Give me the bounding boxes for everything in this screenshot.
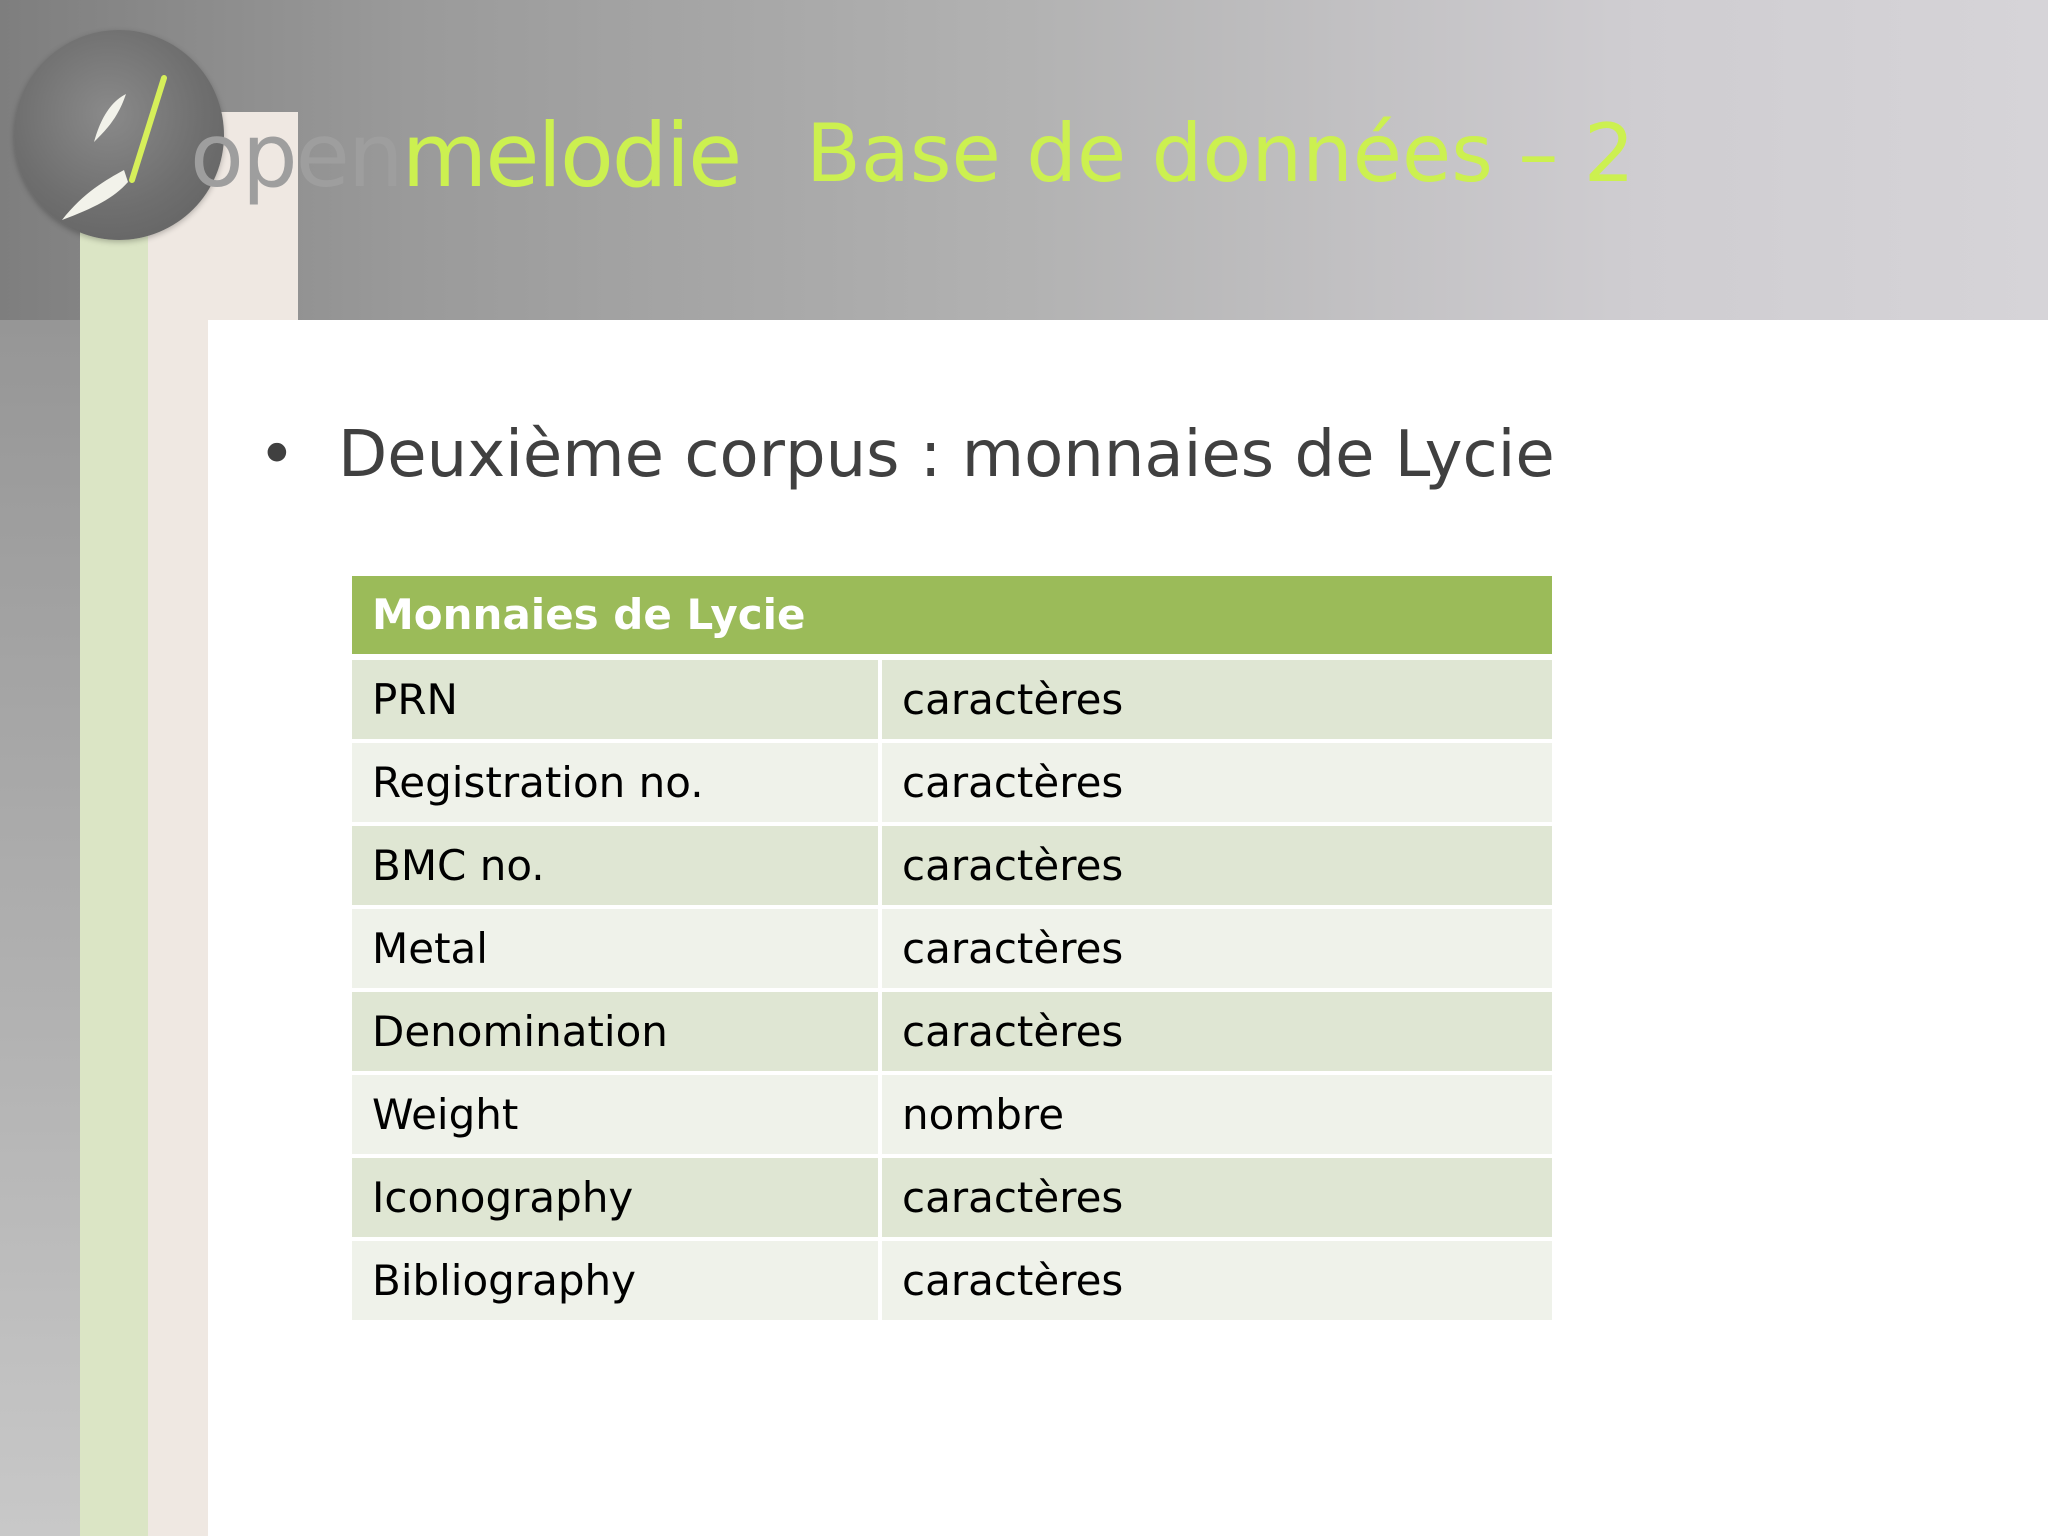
table-cell-field: Denomination [352, 992, 878, 1071]
table-row [352, 992, 1552, 1071]
table-cell-field: Weight [352, 1075, 878, 1154]
table-cell-type: caractères [882, 826, 1552, 905]
table-cell-type: caractères [882, 1158, 1552, 1237]
table-cell-field: BMC no. [352, 826, 878, 905]
table-cell-field: Bibliography [352, 1241, 878, 1320]
table-row [352, 1241, 1552, 1320]
table-row [352, 743, 1552, 822]
bullet-item [258, 420, 1555, 490]
table-cell-field: Metal [352, 909, 878, 988]
table-cell-type: nombre [882, 1075, 1552, 1154]
bullet-symbol: • [258, 418, 296, 492]
table-cell-field: Iconography [352, 1158, 878, 1237]
table-row [352, 1158, 1552, 1237]
table-row [352, 660, 1552, 739]
table-cell-type: caractères [882, 909, 1552, 988]
slide-title: Base de données – 2 [806, 107, 1635, 200]
bullet-text: Deuxième corpus : monnaies de Lycie [338, 418, 1555, 492]
table-cell-type: caractères [882, 992, 1552, 1071]
logo-wordmark [190, 104, 741, 207]
left-band [0, 320, 80, 1536]
table-cell-type: caractères [882, 743, 1552, 822]
table-cell-type: caractères [882, 1241, 1552, 1320]
logo-text-open: open [190, 104, 402, 207]
table-row [352, 1075, 1552, 1154]
table-row [352, 909, 1552, 988]
data-table [352, 576, 1552, 1324]
table-cell-field: PRN [352, 660, 878, 739]
logo-text-melodie: melodie [401, 104, 741, 207]
table-row [352, 826, 1552, 905]
table-cell-field: Registration no. [352, 743, 878, 822]
table-header: Monnaies de Lycie [352, 576, 1552, 654]
table-cell-type: caractères [882, 660, 1552, 739]
decorative-strip-green [80, 62, 148, 1536]
